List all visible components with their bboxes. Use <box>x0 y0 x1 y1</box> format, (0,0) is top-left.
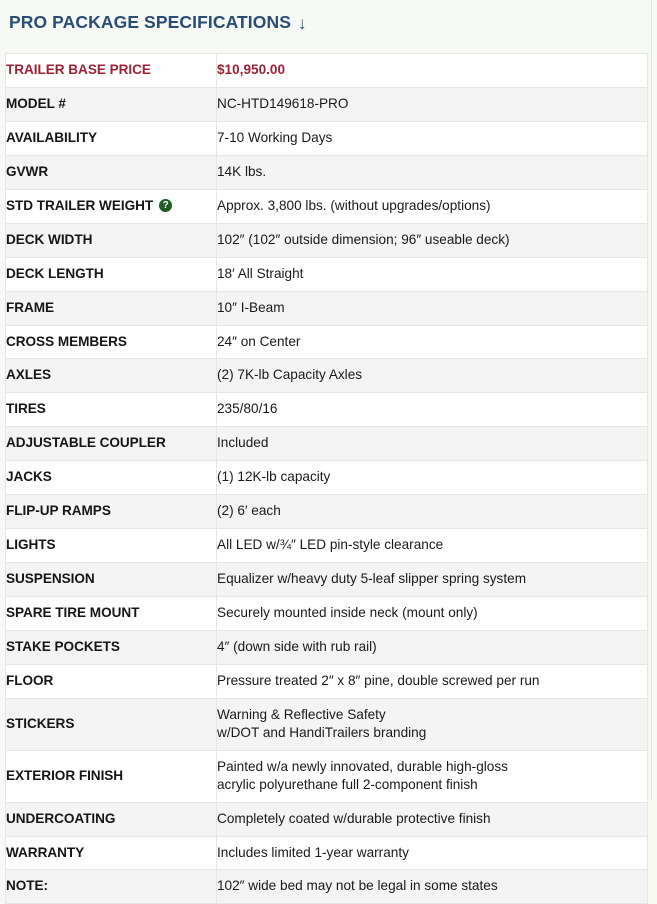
spec-value-line: (1) 12K-lb capacity <box>217 469 331 485</box>
spec-value-cell <box>217 495 648 529</box>
spec-value-cell <box>217 461 648 495</box>
table-row <box>6 189 648 223</box>
table-row <box>6 291 648 325</box>
spec-table-body <box>6 54 648 904</box>
spec-label-cell <box>6 664 217 698</box>
spec-value-cell <box>217 427 648 461</box>
spec-value-cell <box>217 393 648 427</box>
section-header[interactable] <box>0 0 657 32</box>
spec-value-line: Pressure treated 2″ x 8″ pine, double screwed per run <box>217 672 540 688</box>
spec-label-wrap <box>6 570 95 588</box>
spec-value-line: Painted w/a newly innovated, durable high-gloss <box>217 758 508 774</box>
spec-value-line: Securely mounted inside neck (mount only) <box>217 605 478 620</box>
spec-label-wrap <box>6 265 104 283</box>
table-row <box>6 836 648 870</box>
spec-value-line: Includes limited 1-year warranty <box>217 844 409 860</box>
spec-value-cell <box>217 121 648 155</box>
spec-label-text: NOTE: <box>6 878 49 894</box>
table-row <box>6 359 648 393</box>
spec-label-text: STD TRAILER WEIGHT <box>6 197 154 213</box>
spec-label-cell <box>6 223 217 257</box>
spec-label-cell <box>6 495 217 529</box>
spec-value-line: acrylic polyurethane full 2-component finish <box>217 776 478 792</box>
spec-label-text: AXLES <box>6 367 52 383</box>
spec-label-text: WARRANTY <box>6 844 85 860</box>
spec-label-cell <box>6 257 217 291</box>
spec-label-wrap <box>6 197 172 215</box>
spec-label-cell <box>6 54 217 88</box>
spec-value-line: Equalizer w/heavy duty 5-leaf slipper spring system <box>217 571 527 587</box>
spec-label-text: CROSS MEMBERS <box>6 333 127 349</box>
page-title: PRO PACKAGE SPECIFICATIONS <box>9 12 291 32</box>
spec-value-line: w/DOT and HandiTrailers branding <box>217 724 427 740</box>
spec-value-line: Warning & Reflective Safety <box>217 706 386 722</box>
spec-value-line: 235/80/16 <box>217 401 278 417</box>
spec-label-text: GVWR <box>6 163 49 179</box>
spec-value-line: Completely coated w/durable protective finish <box>217 810 491 826</box>
table-row <box>6 257 648 291</box>
spec-table-container <box>5 53 648 904</box>
table-row <box>6 223 648 257</box>
spec-value-cell <box>217 563 648 597</box>
spec-value-cell <box>217 750 648 802</box>
table-row <box>6 495 648 529</box>
spec-label-cell <box>6 698 217 750</box>
spec-label-text: TRAILER BASE PRICE <box>6 62 151 77</box>
page-right-divider <box>651 0 652 800</box>
spec-label-wrap <box>6 672 53 690</box>
spec-label-text: SPARE TIRE MOUNT <box>6 605 140 620</box>
spec-value-line: 102″ wide bed may not be legal in some states <box>217 878 498 894</box>
spec-value-line: NC-HTD149618-PRO <box>217 95 349 111</box>
spec-label-wrap <box>6 604 139 622</box>
spec-value-cell <box>217 802 648 836</box>
spec-label-cell <box>6 427 217 461</box>
spec-value-line: $10,950.00 <box>217 62 286 77</box>
spec-value-cell <box>217 54 648 88</box>
spec-label-cell <box>6 155 217 189</box>
table-row <box>6 563 648 597</box>
spec-value-cell <box>217 189 648 223</box>
spec-value-cell <box>217 870 648 904</box>
spec-value-line: (2) 7K-lb Capacity Axles <box>217 367 363 383</box>
spec-label-wrap <box>6 434 166 452</box>
spec-value-cell <box>217 257 648 291</box>
spec-label-text: JACKS <box>6 469 52 485</box>
table-row <box>6 750 648 802</box>
spec-label-text: FLIP-UP RAMPS <box>6 503 111 519</box>
spec-label-cell <box>6 836 217 870</box>
spec-label-wrap <box>6 333 127 351</box>
spec-label-cell <box>6 189 217 223</box>
spec-value-line: 18′ All Straight <box>217 265 304 281</box>
spec-label-cell <box>6 291 217 325</box>
spec-label-text: AVAILABILITY <box>6 129 98 145</box>
spec-value-cell <box>217 223 648 257</box>
spec-label-wrap <box>6 366 51 384</box>
spec-value-cell <box>217 836 648 870</box>
spec-label-cell <box>6 750 217 802</box>
spec-label-text: MODEL # <box>6 95 66 111</box>
spec-label-text: DECK WIDTH <box>6 231 93 247</box>
table-row <box>6 529 648 563</box>
spec-value-line: 14K lbs. <box>217 163 267 179</box>
spec-label-wrap <box>6 877 48 895</box>
table-row <box>6 325 648 359</box>
spec-label-text: FRAME <box>6 299 55 315</box>
spec-value-cell <box>217 664 648 698</box>
spec-label-wrap <box>6 231 92 249</box>
spec-label-wrap <box>6 767 123 785</box>
specifications-table <box>5 53 648 904</box>
spec-label-text: STAKE POCKETS <box>6 638 120 654</box>
spec-label-wrap <box>6 468 52 486</box>
spec-value-line: 102″ (102″ outside dimension; 96″ useable deck) <box>217 231 510 247</box>
spec-label-wrap <box>6 502 111 520</box>
table-row <box>6 87 648 121</box>
spec-label-text: STICKERS <box>6 715 75 731</box>
spec-label-wrap <box>6 715 74 733</box>
spec-label-cell <box>6 563 217 597</box>
spec-label-cell <box>6 393 217 427</box>
spec-label-cell <box>6 121 217 155</box>
spec-value-cell <box>217 359 648 393</box>
spec-label-wrap <box>6 129 97 147</box>
table-row <box>6 155 648 189</box>
spec-value-line: 10″ I-Beam <box>217 299 285 315</box>
table-row <box>6 427 648 461</box>
spec-label-wrap <box>6 844 84 862</box>
spec-label-wrap <box>6 536 56 554</box>
spec-value-cell <box>217 87 648 121</box>
spec-value-cell <box>217 630 648 664</box>
spec-label-wrap <box>6 810 115 828</box>
table-row <box>6 630 648 664</box>
spec-value-cell <box>217 597 648 631</box>
spec-label-text: UNDERCOATING <box>6 810 116 826</box>
spec-value-cell <box>217 529 648 563</box>
spec-label-text: FLOOR <box>6 672 54 688</box>
table-row <box>6 698 648 750</box>
spec-value-line: Approx. 3,800 lbs. (without upgrades/options) <box>217 197 491 213</box>
spec-label-cell <box>6 529 217 563</box>
spec-value-line: Included <box>217 435 269 451</box>
table-row <box>6 393 648 427</box>
spec-label-cell <box>6 802 217 836</box>
spec-label-wrap <box>6 61 151 79</box>
spec-label-text: LIGHTS <box>6 537 56 553</box>
spec-value-cell <box>217 155 648 189</box>
arrow-down-icon[interactable]: ↓ <box>297 14 307 34</box>
spec-label-wrap <box>6 400 46 418</box>
spec-label-cell <box>6 359 217 393</box>
spec-label-cell <box>6 461 217 495</box>
spec-label-text: DECK LENGTH <box>6 265 104 281</box>
spec-value-cell <box>217 291 648 325</box>
spec-label-text: TIRES <box>6 401 46 417</box>
spec-label-wrap <box>6 95 66 113</box>
table-row <box>6 870 648 904</box>
spec-label-text: ADJUSTABLE COUPLER <box>6 435 166 451</box>
table-row <box>6 664 648 698</box>
spec-value-cell <box>217 325 648 359</box>
spec-label-cell <box>6 870 217 904</box>
spec-label-text: SUSPENSION <box>6 571 95 587</box>
spec-label-wrap <box>6 638 120 656</box>
spec-label-wrap <box>6 163 48 181</box>
spec-label-cell <box>6 630 217 664</box>
spec-label-wrap <box>6 299 54 317</box>
spec-value-cell <box>217 698 648 750</box>
spec-value-line: 7-10 Working Days <box>217 129 333 145</box>
table-row <box>6 461 648 495</box>
spec-label-cell <box>6 597 217 631</box>
spec-value-line: 4″ (down side with rub rail) <box>217 638 377 654</box>
spec-value-line: 24″ on Center <box>217 333 301 349</box>
table-row <box>6 54 648 88</box>
table-row <box>6 597 648 631</box>
spec-label-text: EXTERIOR FINISH <box>6 767 124 783</box>
help-icon[interactable]: ? <box>159 199 172 212</box>
spec-value-line: All LED w/¾″ LED pin-style clearance <box>217 537 444 553</box>
table-row <box>6 121 648 155</box>
table-row <box>6 802 648 836</box>
spec-value-line: (2) 6′ each <box>217 503 281 519</box>
spec-label-cell <box>6 87 217 121</box>
spec-label-cell <box>6 325 217 359</box>
